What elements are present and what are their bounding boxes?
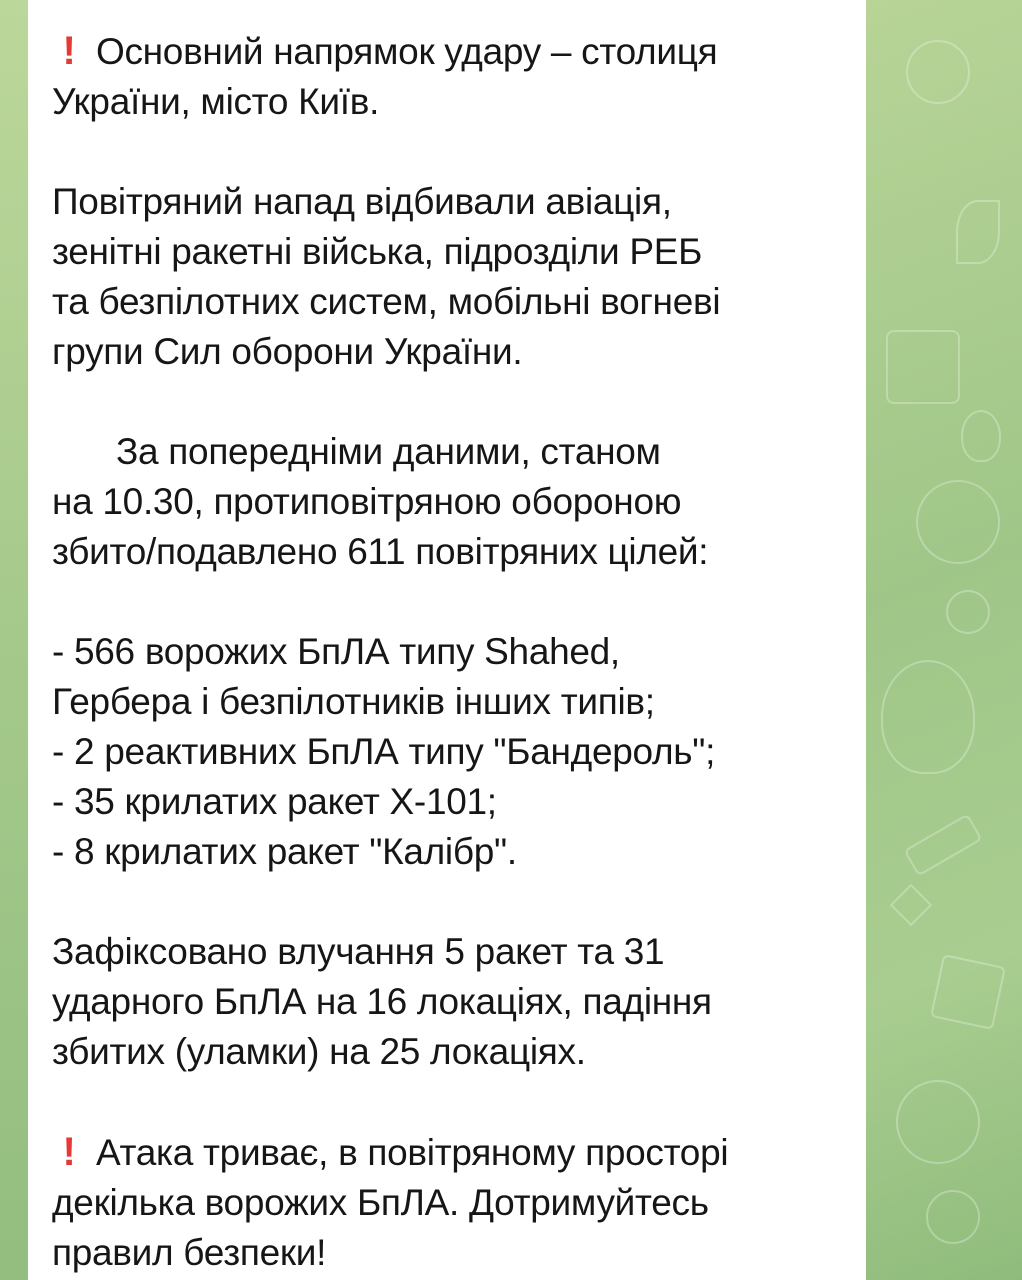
doodle-face-icon	[916, 480, 1000, 564]
message-text: декілька ворожих БпЛА. Дотримуйтесь	[52, 1182, 709, 1223]
chat-background-pattern	[866, 0, 1022, 1280]
paragraph-spacer	[52, 1077, 846, 1127]
list-item: - 35 крилатих ракет Х-101;	[52, 781, 497, 822]
chat-background-left	[0, 0, 28, 1280]
doodle-pizza-icon	[896, 1080, 980, 1164]
message-line	[52, 26, 846, 77]
doodle-leaf-icon	[956, 200, 1000, 264]
message-text: правил безпеки!	[52, 1232, 327, 1273]
exclamation-icon: !	[62, 1130, 76, 1174]
message-bubble	[28, 0, 866, 1280]
message-text: збитих (уламки) на 25 локаціях.	[52, 1031, 586, 1072]
message-text: Основний напрямок удару – столиця	[95, 31, 718, 72]
exclamation-icon: !	[62, 29, 76, 73]
message-text: ударного БпЛА на 16 локаціях, падіння	[52, 981, 712, 1022]
message-paragraph-preliminary-data	[52, 427, 846, 577]
doodle-circle-icon	[906, 40, 970, 104]
paragraph-spacer	[52, 127, 846, 177]
list-item: - 8 крилатих ракет "Калібр".	[52, 831, 517, 872]
message-text: зенітні ракетні війська, підрозділи РЕБ	[52, 231, 703, 272]
message-text: Атака триває, в повітряному просторі	[95, 1132, 729, 1173]
message-text: України, місто Київ.	[52, 81, 380, 122]
paragraph-spacer	[52, 377, 846, 427]
list-item-continuation: Гербера і безпілотників інших типів;	[52, 681, 655, 722]
doodle-star-icon	[890, 884, 932, 926]
message-text: Повітряний напад відбивали авіація,	[52, 181, 672, 222]
message-text: та безпілотних систем, мобільні вогневі	[52, 281, 721, 322]
message-paragraph-defense	[52, 177, 846, 377]
list-item: - 2 реактивних БпЛА типу "Бандероль";	[52, 731, 716, 772]
message-text: збито/подавлено 611 повітряних цілей:	[52, 531, 709, 572]
message-text: Зафіксовано влучання 5 ракет та 31	[52, 931, 665, 972]
message-line	[52, 1127, 846, 1178]
doodle-box-icon	[930, 954, 1006, 1030]
message-list-targets	[52, 627, 846, 877]
paragraph-spacer	[52, 877, 846, 927]
message-paragraph-ongoing-attack	[52, 1127, 846, 1278]
message-text: За попередніми даними, станом	[116, 431, 661, 472]
list-item: - 566 ворожих БпЛА типу Shahed,	[52, 631, 620, 672]
message-text: на 10.30, протиповітряною обороною	[52, 481, 682, 522]
doodle-flashlight-icon	[903, 814, 982, 877]
doodle-balloon-icon	[881, 660, 975, 774]
doodle-swirl-icon	[926, 1190, 980, 1244]
doodle-strawberry-icon	[961, 410, 1001, 462]
paragraph-spacer	[52, 577, 846, 627]
message-text: групи Сил оборони України.	[52, 331, 523, 372]
message-paragraph-main-direction	[52, 26, 846, 127]
doodle-spiral-icon	[946, 590, 990, 634]
doodle-cup-icon	[886, 330, 960, 404]
message-paragraph-hits	[52, 927, 846, 1077]
